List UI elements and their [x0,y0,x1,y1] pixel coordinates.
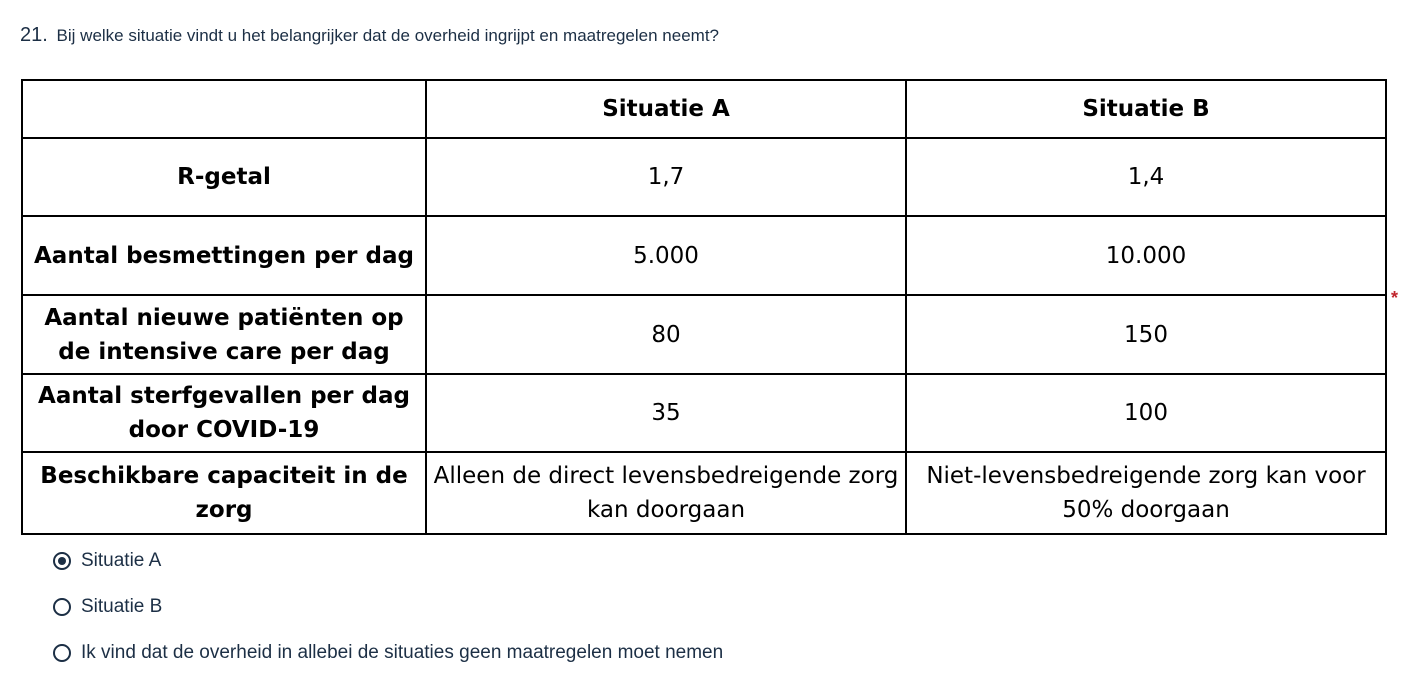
cell-situatie-b: 1,4 [906,138,1386,216]
row-label: Aantal sterfgevallen per dag door COVID-19 [22,374,426,452]
cell-situatie-a: 80 [426,295,906,374]
header-situatie-b: Situatie B [906,80,1386,138]
cell-situatie-a: 5.000 [426,216,906,295]
row-label: R-getal [22,138,426,216]
table-header-row [22,80,1386,138]
header-empty-cell [22,80,426,138]
table-row [22,374,1386,452]
answer-options [53,548,723,686]
option-label[interactable]: Situatie B [81,596,163,617]
cell-situatie-b: 150 [906,295,1386,374]
comparison-table [21,79,1387,535]
radio-button-selected[interactable] [53,552,71,570]
question-number: 21. [20,24,48,46]
row-label: Aantal nieuwe patiënten op de intensive care per dag [22,295,426,374]
option-label[interactable]: Situatie A [81,550,162,571]
table-row [22,295,1386,374]
row-label: Aantal besmettingen per dag [22,216,426,295]
required-marker: * [1391,288,1399,308]
table-row [22,138,1386,216]
cell-situatie-b: 10.000 [906,216,1386,295]
option-situatie-b[interactable] [53,594,723,620]
row-label: Beschikbare capaciteit in de zorg [22,452,426,534]
table-row [22,216,1386,295]
cell-situatie-a: 35 [426,374,906,452]
cell-situatie-a: Alleen de direct levensbedreigende zorg kan doorgaan [426,452,906,534]
table-row [22,452,1386,534]
question-label: Bij welke situatie vindt u het belangrijker dat de overheid ingrijpt en maatregelen neemt? [56,26,719,45]
option-geen-maatregelen[interactable] [53,640,723,666]
cell-situatie-b: 100 [906,374,1386,452]
option-label[interactable]: Ik vind dat de overheid in allebei de situaties geen maatregelen moet nemen [81,642,724,663]
radio-button[interactable] [53,644,71,662]
header-situatie-a: Situatie A [426,80,906,138]
cell-situatie-a: 1,7 [426,138,906,216]
question-text [20,24,719,47]
option-situatie-a[interactable] [53,548,723,574]
radio-button[interactable] [53,598,71,616]
cell-situatie-b: Niet-levensbedreigende zorg kan voor 50% doorgaan [906,452,1386,534]
